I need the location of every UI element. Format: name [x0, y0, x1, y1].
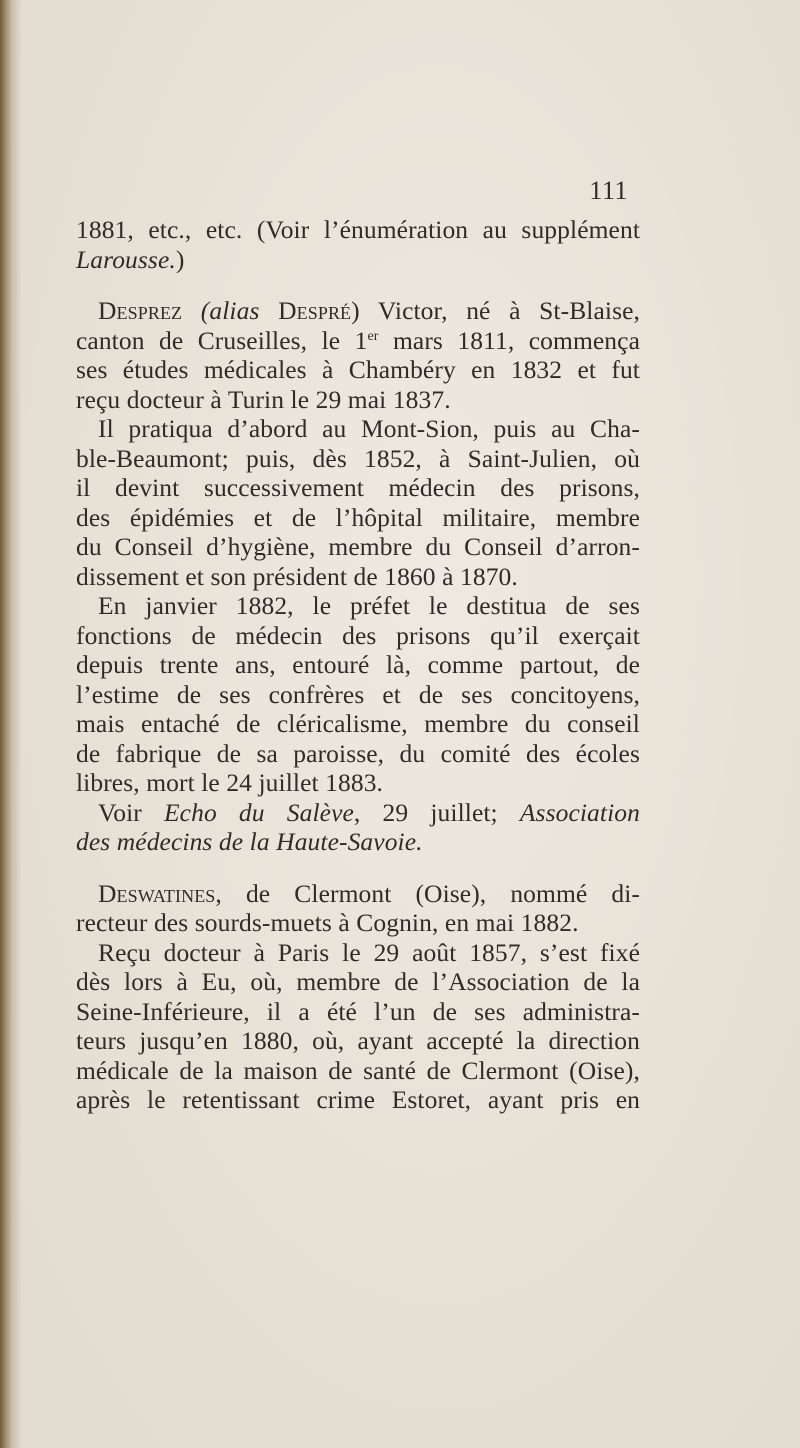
reference-line: Voir Echo du Salève, 29 juillet; Association: [98, 797, 640, 827]
text-line: En janvier 1882, le préfet le destitua de ses: [98, 591, 640, 620]
text-line: ble-Beaumont; puis, dès 1852, à Saint-Julien, où: [76, 443, 640, 473]
text-line: dissement et son président de 1860 à 1870.: [76, 561, 518, 591]
entry-heading-line: Deswatines, de Clermont (Oise), nommé di-: [98, 878, 640, 908]
text-line: du Conseil d’hygiène, membre du Conseil d’arron-: [76, 532, 640, 561]
entry-heading-line: Desprez (alias Despré) Victor, né à St-Blaise,: [98, 296, 641, 325]
text-line: mais entaché de cléricalisme, membre du conseil: [76, 709, 640, 738]
text-line: Larousse.): [76, 244, 185, 274]
text-line: médicale de la maison de santé de Clermont (Oise),: [76, 1055, 640, 1085]
entry-name: Desprez: [98, 296, 183, 325]
text-line: Il pratiqua d’abord au Mont-Sion, puis au Cha-: [98, 414, 640, 443]
text-line: teurs jusqu’en 1880, où, ayant accepté la direction: [76, 1026, 640, 1055]
text-line: depuis trente ans, entouré là, comme partout, de: [76, 650, 640, 679]
text-line: canton de Cruseilles, le 1er mars 1811, commença: [76, 325, 640, 355]
page-binding-edge: [0, 0, 22, 1448]
text-line: recteur des sourds-muets à Cognin, en mai 1882.: [76, 908, 579, 937]
entry-name: Deswatines: [98, 878, 216, 908]
text-line: des épidémies et de l’hôpital militaire, membre: [76, 502, 640, 532]
text-line: Reçu docteur à Paris le 29 août 1857, s’est fixé: [98, 937, 640, 967]
text-line: fonctions de médecin des prisons qu’il exerçait: [76, 620, 640, 650]
page-number: 111: [589, 176, 628, 205]
text-line: dès lors à Eu, où, membre de l’Association de la: [76, 967, 640, 996]
text-line: libres, mort le 24 juillet 1883.: [76, 768, 384, 797]
text-line: Seine-Inférieure, il a été l’un de ses administra-: [76, 996, 640, 1026]
text-line: après le retentissant crime Estoret, ayant pris en: [76, 1085, 640, 1114]
text-line: ses études médicales à Chambéry en 1832 et fut: [76, 355, 640, 384]
text-line: de fabrique de sa paroisse, du comité des écoles: [76, 738, 640, 768]
text-line: 1881, etc., etc. (Voir l’énumération au supplément: [76, 215, 640, 244]
text-line: il devint successivement médecin des prisons,: [76, 473, 640, 502]
text-line: l’estime de ses confrères et de ses concitoyens,: [76, 679, 640, 709]
body-text: [76, 215, 640, 1115]
text-line: reçu docteur à Turin le 29 mai 1837.: [76, 384, 451, 414]
reference-line: des médecins de la Haute-Savoie.: [76, 827, 423, 856]
